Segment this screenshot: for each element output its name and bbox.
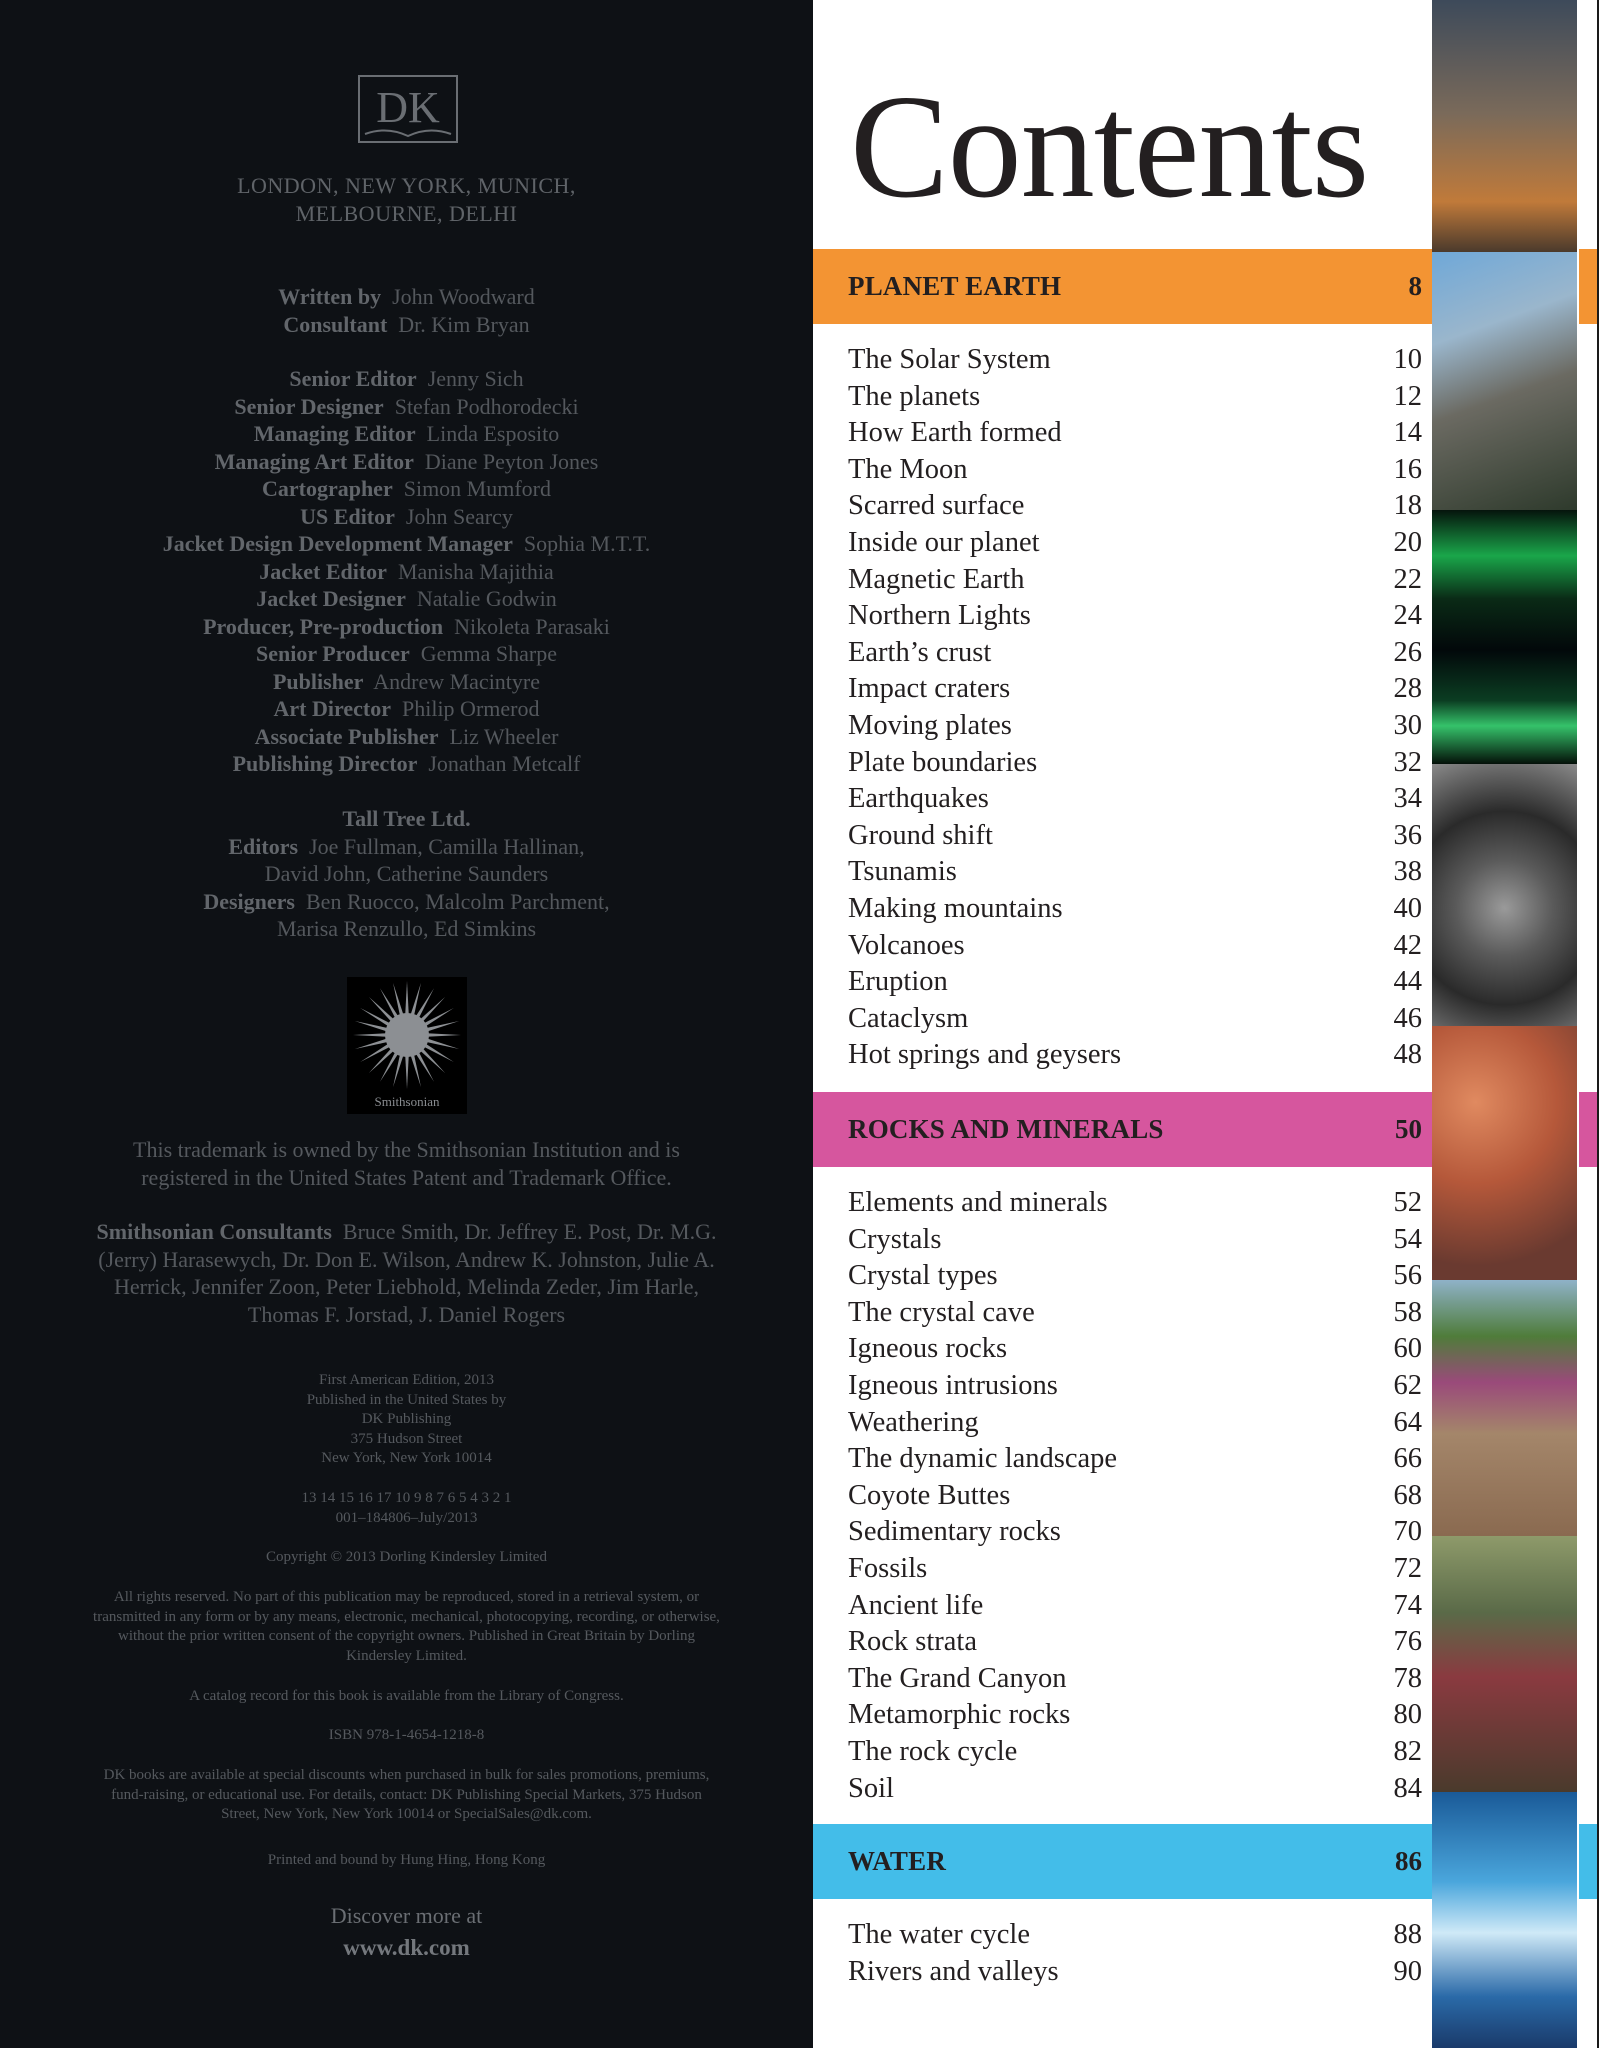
tall-tree-credits [0, 805, 813, 943]
credit-role: US Editor [300, 503, 395, 529]
toc-entry-page: 24 [1393, 600, 1422, 632]
credit-name: Diane Peyton Jones [424, 448, 599, 474]
editors-names: David John, Catherine Saunders [264, 861, 549, 886]
credit-name: Andrew Macintyre [373, 668, 541, 694]
sun-ray [405, 1055, 409, 1089]
section-header[interactable] [813, 249, 1602, 324]
sun-ray [420, 997, 445, 1022]
toc-entry-title: Eruption [848, 966, 948, 998]
rights-notice: All rights reserved. No part of this publication may be reproduced, stored in a retrieval system, or transmitted in any form or by any means, electronic, mechanical, photocopying, recording, or otherwise, without the prior written consent of the copyright owners. Published in Great Britain by Dorling Kindersley Limited. [93, 1589, 720, 1664]
toc-entry[interactable] [848, 1295, 1422, 1332]
edition-info [90, 1371, 723, 1469]
toc-entry-page: 34 [1393, 783, 1422, 815]
toc-entry[interactable] [848, 781, 1422, 818]
toc-entry-page: 52 [1393, 1187, 1422, 1218]
editors-role: Editors [228, 833, 299, 859]
sun-ray [427, 1033, 461, 1037]
toc-entry-title: Earth’s crust [848, 636, 992, 668]
toc-entry[interactable] [848, 452, 1422, 489]
toc-entry-title: Tsunamis [848, 856, 957, 888]
toc-entry[interactable] [848, 708, 1422, 745]
toc-entry-title: The water cycle [848, 1919, 1030, 1950]
toc-entry-title: Magnetic Earth [848, 563, 1025, 595]
toc-entry-title: Making mountains [848, 892, 1063, 924]
cities-line: LONDON, NEW YORK, MUNICH, [237, 173, 576, 198]
toc-entry[interactable] [848, 1258, 1422, 1295]
credit-role: Senior Editor [289, 366, 417, 391]
toc-entry[interactable] [848, 1222, 1422, 1259]
toc-entry-page: 74 [1393, 1589, 1422, 1621]
toc-entry-title: Inside our planet [848, 526, 1040, 558]
toc-entry-page: 32 [1393, 746, 1422, 778]
toc-entry[interactable] [848, 745, 1422, 782]
toc-entry-title: The Grand Canyon [848, 1662, 1067, 1694]
credit-line [0, 311, 813, 339]
credit-role: Senior Designer [234, 393, 384, 419]
section-title: PLANET EARTH [848, 271, 1062, 301]
toc-entry-title: Earthquakes [848, 783, 989, 815]
print-code-line: 13 14 15 16 17 10 9 8 7 6 5 4 3 2 1 [301, 1490, 512, 1506]
credit-name: Sophia M.T.T. [523, 531, 651, 556]
toc-entry[interactable] [848, 1734, 1422, 1771]
toc-entry-page: 66 [1393, 1443, 1422, 1475]
toc-entry-page: 84 [1393, 1772, 1422, 1804]
edition-line: First American Edition, 2013 [319, 1372, 494, 1388]
credit-name: Jonathan Metcalf [428, 751, 581, 776]
credit-line [0, 448, 813, 476]
toc-entry-title: Crystal types [848, 1260, 998, 1292]
toc-entry-title: Northern Lights [848, 600, 1031, 632]
credit-line [0, 503, 813, 531]
toc-entry-page: 36 [1393, 819, 1422, 851]
credit-role: Publishing Director [232, 751, 418, 776]
toc-entry-page: 90 [1393, 1955, 1422, 1987]
toc-entry[interactable] [848, 1368, 1422, 1405]
sun-ray [405, 981, 409, 1015]
toc-entry[interactable] [848, 928, 1422, 965]
toc-entry[interactable] [848, 1001, 1422, 1038]
section-edge-tab [1579, 1824, 1597, 1899]
toc-entry-page: 82 [1393, 1735, 1422, 1767]
toc-entry-title: Plate boundaries [848, 746, 1038, 778]
credit-name: Jenny Sich [427, 366, 524, 391]
isbn: ISBN 978-1-4654-1218-8 [328, 1727, 485, 1743]
toc-entry-title: Metamorphic rocks [848, 1699, 1071, 1731]
toc-entry-title: How Earth formed [848, 417, 1062, 449]
toc-entry-page: 20 [1393, 526, 1422, 558]
credit-role: Publisher [272, 668, 364, 694]
tall-tree-heading: Tall Tree Ltd. [342, 806, 471, 831]
credit-role: Art Director [273, 696, 391, 721]
toc-entry[interactable] [848, 1771, 1422, 1808]
credit-role: Jacket Designer [256, 586, 406, 611]
toc-entry-title: Cataclysm [848, 1002, 969, 1034]
editors-names: Joe Fullman, Camilla Hallinan, [309, 833, 585, 859]
toc-entry-title: Ancient life [848, 1589, 984, 1621]
credit-name: John Woodward [392, 284, 535, 309]
toc-entry[interactable] [848, 562, 1422, 599]
toc-entry[interactable] [848, 342, 1422, 379]
consultants-role: Smithsonian Consultants [96, 1219, 332, 1244]
toc-entry-title: Rivers and valleys [848, 1955, 1059, 1987]
toc-entry-title: Soil [848, 1772, 894, 1804]
toc-entry-page: 22 [1393, 563, 1422, 595]
toc-entry-title: Ground shift [848, 819, 993, 851]
credit-line [0, 393, 813, 421]
toc-entry-title: Fossils [848, 1552, 928, 1584]
credit-role: Written by [278, 284, 382, 309]
discover-label: Discover more at [330, 1903, 483, 1928]
credit-role: Associate Publisher [254, 723, 439, 749]
credit-role: Consultant [283, 311, 388, 337]
printed-by: Printed and bound by Hung Hing, Hong Kong [267, 1852, 546, 1868]
section-entries [848, 342, 1422, 1074]
credit-line [0, 585, 813, 613]
toc-entry-page: 48 [1393, 1039, 1422, 1071]
toc-entry-page: 40 [1393, 892, 1422, 924]
toc-entry-title: Crystals [848, 1223, 942, 1255]
credit-line [0, 695, 813, 723]
toc-entry-page: 56 [1393, 1260, 1422, 1292]
page-edge [1597, 0, 1599, 2048]
edition-line: Published in the United States by [306, 1391, 507, 1408]
credit-role: Senior Producer [255, 641, 410, 666]
sales-notice: DK books are available at special discounts when purchased in bulk for sales promotions, premiums, fund-raising, or educational use. For details, contact: DK Publishing Special Markets, 375 Hudson Street, New York, New York 10014 or SpecialSales@dk.com. [103, 1767, 710, 1822]
smithsonian-logo [347, 977, 467, 1114]
toc-entry-page: 70 [1393, 1516, 1422, 1548]
credit-line [0, 420, 813, 448]
publisher-cities [0, 172, 813, 228]
credit-name: Philip Ormerod [401, 696, 540, 721]
toc-entry-title: Elements and minerals [848, 1187, 1108, 1218]
credit-name: Liz Wheeler [449, 723, 559, 749]
credit-name: Linda Esposito [426, 421, 560, 446]
toc-entry-title: Weathering [848, 1406, 979, 1438]
toc-entry[interactable] [848, 635, 1422, 672]
toc-entry-page: 16 [1393, 453, 1422, 485]
comet-photo [1432, 0, 1577, 252]
toc-entry-title: Rock strata [848, 1626, 978, 1658]
consultants-names: Bruce Smith, Dr. Jeffrey E. Post, Dr. M.G. (Jerry) Harasewych, Dr. Don E. Wilson, Andrew K. Johnston, Julie A. Herrick, Jennifer Zoon, Peter Liebhold, Melinda Zeder, Jim Harle, Thomas F. Jorstad, J. Daniel Rogers [98, 1219, 717, 1327]
credit-name: Dr. Kim Bryan [398, 311, 530, 337]
toc-entry-title: The planets [848, 380, 981, 412]
toc-entry-page: 42 [1393, 929, 1422, 961]
toc-entry-title: Impact craters [848, 673, 1011, 705]
toc-entry-page: 18 [1393, 490, 1422, 522]
credit-line [0, 283, 813, 311]
discover-more [0, 1900, 813, 1964]
toc-entry-title: The Moon [848, 453, 968, 485]
toc-entry[interactable] [848, 964, 1422, 1001]
smithsonian-logo-text: Smithsonian [374, 1094, 440, 1109]
credit-role: Jacket Editor [259, 558, 387, 584]
credit-name: Manisha Majithia [397, 558, 554, 584]
section-title: ROCKS AND MINERALS [848, 1114, 1164, 1144]
toc-entry-title: The crystal cave [848, 1296, 1035, 1328]
toc-entry[interactable] [848, 1514, 1422, 1551]
toc-entry-title: The rock cycle [848, 1735, 1018, 1767]
staff-credits [0, 365, 813, 778]
credit-line [0, 640, 813, 668]
toc-entry-title: Volcanoes [848, 929, 965, 961]
toc-entry[interactable] [848, 1037, 1422, 1074]
sun-ray [420, 1048, 445, 1073]
dk-logo-text: DK [376, 83, 440, 132]
toc-entry-page: 28 [1393, 673, 1422, 705]
toc-entry[interactable] [848, 1917, 1422, 1954]
toc-entry[interactable] [848, 1441, 1422, 1478]
toc-entry-page: 64 [1393, 1406, 1422, 1438]
section-entries [848, 1917, 1422, 1990]
credit-role: Managing Art Editor [214, 448, 414, 474]
toc-entry-page: 54 [1393, 1223, 1422, 1255]
toc-entry[interactable] [848, 488, 1422, 525]
toc-entry[interactable] [848, 1331, 1422, 1368]
credit-name: Gemma Sharpe [420, 641, 558, 666]
print-codes [90, 1489, 723, 1528]
dk-logo-icon [357, 74, 459, 144]
section-page-number: 8 [1408, 271, 1422, 301]
toc-entry-title: Scarred surface [848, 490, 1025, 522]
toc-entry-page: 10 [1393, 344, 1422, 375]
toc-entry-page: 78 [1393, 1662, 1422, 1694]
toc-entry[interactable] [848, 1588, 1422, 1625]
toc-entry-title: Igneous intrusions [848, 1369, 1058, 1401]
credit-line [0, 613, 813, 641]
toc-entry-title: Sedimentary rocks [848, 1516, 1061, 1548]
toc-entry[interactable] [848, 1697, 1422, 1734]
toc-entry[interactable] [848, 671, 1422, 708]
toc-entry[interactable] [848, 1405, 1422, 1442]
toc-entry[interactable] [848, 1661, 1422, 1698]
credit-role: Producer, Pre-production [203, 613, 444, 639]
toc-entry[interactable] [848, 525, 1422, 562]
toc-entry-page: 26 [1393, 636, 1422, 668]
toc-entry[interactable] [848, 379, 1422, 416]
contents-page [813, 0, 1602, 2048]
credit-role: Managing Editor [253, 421, 416, 446]
toc-entry[interactable] [848, 818, 1422, 855]
toc-entry[interactable] [848, 1624, 1422, 1661]
cities-line: MELBOURNE, DELHI [295, 201, 518, 226]
section-header[interactable] [813, 1092, 1602, 1167]
edition-line: DK Publishing [361, 1411, 452, 1427]
credit-line [0, 530, 813, 558]
print-code-line: 001–184806–July/2013 [335, 1509, 478, 1526]
toc-entry-title: Hot springs and geysers [848, 1039, 1122, 1071]
website-link[interactable]: www.dk.com [343, 1935, 470, 1960]
toc-entry-page: 12 [1393, 380, 1422, 412]
credit-line [0, 750, 813, 778]
credit-line [0, 475, 813, 503]
credit-line [0, 558, 813, 586]
section-edge-tab [1579, 249, 1597, 324]
section-header[interactable] [813, 1824, 1602, 1899]
landscape-photo [1432, 1280, 1577, 1536]
toc-entry-page: 60 [1393, 1333, 1422, 1365]
edition-line: 375 Hudson Street [350, 1430, 463, 1447]
toc-entry-page: 14 [1393, 417, 1422, 449]
toc-entry-title: The Solar System [848, 344, 1051, 375]
toc-entry-title: Igneous rocks [848, 1333, 1008, 1365]
toc-entry-page: 72 [1393, 1552, 1422, 1584]
toc-entry[interactable] [848, 1478, 1422, 1515]
credit-name: John Searcy [405, 503, 513, 529]
section-entries [848, 1185, 1422, 1807]
designers-names: Ben Ruocco, Malcolm Parchment, [306, 888, 610, 914]
trademark-notice: This trademark is owned by the Smithsonian Institution and is registered in the United States Patent and Trademark Office. [133, 1137, 680, 1190]
section-page-number: 50 [1395, 1114, 1422, 1144]
edition-line: New York, New York 10014 [321, 1450, 492, 1466]
toc-entry-page: 44 [1393, 966, 1422, 998]
sun-ray [369, 997, 394, 1022]
credit-role: Cartographer [261, 476, 393, 501]
toc-entry-page: 46 [1393, 1002, 1422, 1034]
toc-entry[interactable] [848, 891, 1422, 928]
toc-entry[interactable] [848, 415, 1422, 452]
toc-entry-page: 62 [1393, 1369, 1422, 1401]
toc-entry-title: Moving plates [848, 709, 1012, 741]
credit-line [0, 668, 813, 696]
credit-name: Stefan Podhorodecki [394, 393, 579, 419]
smithsonian-consultants [90, 1218, 723, 1328]
credit-name: Natalie Godwin [416, 586, 557, 611]
toc-entry-page: 58 [1393, 1296, 1422, 1328]
toc-entry[interactable] [848, 1954, 1422, 1991]
toc-entry-page: 38 [1393, 856, 1422, 888]
credit-line [0, 723, 813, 751]
section-title: WATER [848, 1846, 947, 1876]
section-page-number: 86 [1395, 1846, 1422, 1876]
credit-line [0, 365, 813, 393]
toc-entry[interactable] [848, 598, 1422, 635]
toc-entry[interactable] [848, 1551, 1422, 1588]
tractor-photo [1432, 1536, 1577, 1792]
section-edge-tab [1579, 1092, 1597, 1167]
credit-name: Simon Mumford [403, 476, 552, 501]
toc-entry-page: 88 [1393, 1919, 1422, 1950]
author-credits [0, 283, 813, 338]
designers-names: Marisa Renzullo, Ed Simkins [276, 916, 537, 941]
toc-entry[interactable] [848, 854, 1422, 891]
toc-entry-title: The dynamic landscape [848, 1443, 1118, 1475]
toc-entry-page: 80 [1393, 1699, 1422, 1731]
sunburst-icon [347, 977, 467, 1097]
toc-entry[interactable] [848, 1185, 1422, 1222]
credit-name: Nikoleta Parasaki [454, 613, 610, 639]
copyright-line: Copyright © 2013 Dorling Kindersley Limited [266, 1549, 547, 1565]
toc-entry-page: 76 [1393, 1626, 1422, 1658]
toc-entry-page: 30 [1393, 709, 1422, 741]
toc-entry-page: 68 [1393, 1479, 1422, 1511]
credit-role: Jacket Design Development Manager [162, 531, 513, 556]
toc-entry-title: Coyote Buttes [848, 1479, 1011, 1511]
sun-ray [353, 1033, 387, 1037]
aurora-photo [1432, 510, 1577, 764]
water-ripple-photo [1432, 764, 1577, 1026]
page-title: Contents [850, 65, 1369, 229]
designers-role: Designers [203, 888, 295, 914]
catalog-note: A catalog record for this book is available from the Library of Congress. [189, 1688, 624, 1704]
sun-ray [369, 1048, 394, 1073]
